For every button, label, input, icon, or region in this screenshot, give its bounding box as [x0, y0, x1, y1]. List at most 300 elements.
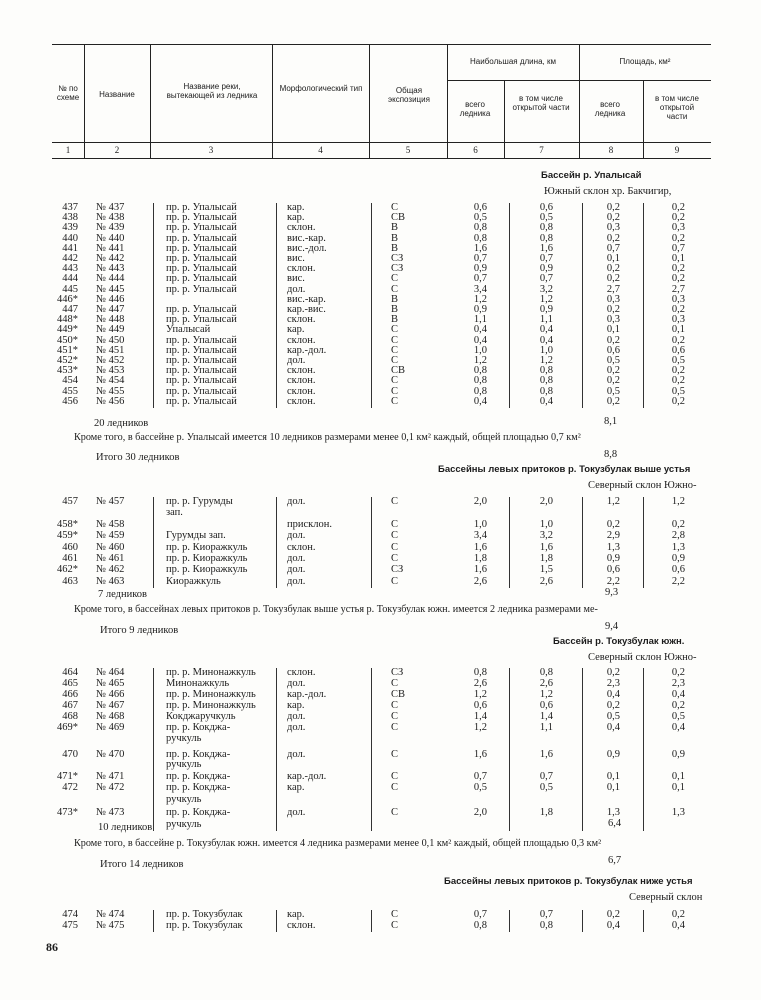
area-open: 0,2: [671, 263, 685, 275]
morph-type: дол.: [287, 553, 306, 564]
area-total: 0,2: [606, 667, 620, 678]
exposition: С: [391, 678, 399, 689]
glacier-name: № 449: [96, 324, 125, 336]
row-number: 467: [62, 700, 78, 711]
area-total: 2,9: [606, 530, 620, 542]
exposition: С: [391, 711, 399, 722]
area-total: 2,3: [606, 678, 620, 689]
river-name: пр. р. Упалысай: [166, 344, 237, 356]
river-name: ручкуль: [166, 794, 202, 805]
glacier-name: № 458: [96, 518, 125, 530]
area-total: 0,3: [606, 293, 620, 305]
exposition: С: [391, 575, 399, 587]
row-number: 459*: [57, 530, 78, 542]
count-area: 8,1: [604, 416, 618, 427]
river-name: пр. р. Упалысай: [166, 355, 237, 366]
column-separator: [582, 668, 583, 831]
exposition: С: [391, 700, 399, 711]
area-open: 0,2: [671, 273, 685, 285]
header-col6: всего ледника: [459, 100, 491, 118]
glacier-name: № 474: [96, 909, 125, 920]
length-total: 0,7: [473, 273, 487, 285]
area-open: 0,7: [671, 242, 685, 254]
morph-type: склон.: [287, 222, 316, 234]
river-name: Кокджаручкуль: [166, 711, 236, 722]
length-total: 1,2: [473, 722, 487, 733]
glacier-name: № 450: [96, 334, 125, 346]
table-row: [0, 750, 761, 760]
morph-type: склон.: [287, 263, 316, 275]
length-total: 0,8: [473, 365, 487, 377]
row-number: 454: [62, 375, 78, 387]
length-open: 0,4: [539, 324, 553, 336]
row-number: 468: [62, 711, 78, 722]
length-total: 0,8: [473, 375, 487, 387]
length-open: 0,7: [539, 273, 553, 285]
glacier-name: № 453: [96, 365, 125, 377]
row-number: 438: [62, 212, 78, 224]
river-name: пр. р. Киоражкуль: [166, 553, 248, 564]
count-label: 20 ледников: [94, 418, 149, 429]
area-open: 0,4: [671, 689, 685, 700]
area-open: 0,2: [671, 700, 685, 711]
row-number: 446*: [57, 293, 78, 305]
river-name: пр. р. Упалысай: [166, 232, 237, 244]
row-number: 452*: [57, 355, 78, 366]
length-open: 0,7: [539, 909, 553, 920]
length-open: 0,8: [539, 667, 553, 678]
area-open: 0,2: [671, 365, 685, 377]
section-title: Бассейн р. Токузбулак южн.: [553, 636, 685, 647]
section-subtitle: Северный склон: [629, 892, 703, 903]
area-total: 0,4: [606, 689, 620, 700]
glacier-name: № 460: [96, 541, 125, 553]
morph-type: склон.: [287, 385, 316, 397]
length-open: 0,4: [539, 395, 553, 407]
length-total: 1,0: [473, 518, 487, 530]
column-separator: [153, 910, 154, 932]
length-total: 2,0: [473, 807, 487, 818]
column-separator: [643, 668, 644, 831]
morph-type: кар.: [287, 212, 305, 224]
morph-type: склон.: [287, 667, 316, 678]
area-open: 2,2: [671, 575, 685, 587]
length-open: 0,8: [539, 365, 553, 377]
morph-type: дол.: [287, 283, 306, 295]
glacier-name: № 438: [96, 212, 125, 224]
glacier-name: № 441: [96, 242, 125, 254]
area-total: 0,9: [606, 553, 620, 564]
area-total: 2,2: [606, 575, 620, 587]
count-area: 9,3: [605, 587, 619, 598]
count-label: 10 ледников: [98, 822, 153, 833]
length-total: 0,8: [473, 232, 487, 244]
table-row: [0, 668, 761, 678]
table-row: [0, 921, 761, 931]
total-area: 6,7: [608, 855, 622, 866]
length-open: 1,0: [539, 518, 553, 530]
table-row: [0, 376, 761, 386]
exposition: С: [391, 530, 399, 542]
area-total: 0,2: [606, 273, 620, 285]
area-open: 0,2: [671, 909, 685, 920]
length-open: 1,1: [539, 722, 553, 733]
morph-type: кар.: [287, 324, 305, 336]
column-separator: [582, 497, 583, 588]
area-open: 0,2: [671, 375, 685, 387]
length-open: 1,6: [539, 242, 553, 254]
exposition: СЗ: [391, 253, 404, 264]
row-number: 464: [62, 667, 78, 678]
area-open: 0,2: [671, 518, 685, 530]
header-area-group: Площадь, км²: [619, 57, 671, 66]
morph-type: кар.: [287, 909, 305, 920]
glacier-name: № 454: [96, 375, 125, 387]
exposition: С: [391, 334, 399, 346]
row-number: 437: [62, 202, 78, 213]
row-number: 444: [62, 273, 78, 285]
row-number: 472: [62, 782, 78, 793]
area-open: 0,2: [671, 667, 685, 678]
area-total: 0,2: [606, 212, 620, 224]
length-total: 0,4: [473, 334, 487, 346]
length-total: 0,8: [473, 222, 487, 234]
glacier-name: № 443: [96, 263, 125, 275]
river-name: ручкуль: [166, 759, 202, 770]
section-subtitle: Северный склон Южно-: [588, 652, 697, 663]
morph-type: вис.-кар.: [287, 293, 326, 305]
total-area: 9,4: [605, 621, 619, 632]
table-row: [0, 274, 761, 284]
area-total: 0,2: [606, 334, 620, 346]
length-open: 0,7: [539, 253, 553, 264]
glacier-name: № 462: [96, 564, 125, 576]
table-row: [0, 508, 761, 518]
area-total: 0,1: [606, 324, 620, 336]
table-row: [0, 554, 761, 564]
morph-type: склон.: [287, 334, 316, 346]
area-open: 2,8: [671, 530, 685, 542]
length-open: 0,8: [539, 920, 553, 931]
row-number: 465: [62, 678, 78, 689]
area-total: 1,2: [606, 496, 620, 507]
length-total: 1,2: [473, 293, 487, 305]
header-col9: в том числе открытой части: [655, 94, 699, 121]
length-total: 1,6: [473, 749, 487, 760]
river-name: пр. р. Упалысай: [166, 273, 237, 285]
exposition: В: [391, 242, 399, 254]
morph-type: вис.-кар.: [287, 232, 326, 244]
length-total: 3,4: [473, 283, 487, 295]
glacier-name: № 440: [96, 232, 125, 244]
col-num-9: 9: [674, 145, 680, 155]
table-row: [0, 795, 761, 805]
length-open: 1,6: [539, 749, 553, 760]
glacier-name: № 448: [96, 314, 125, 326]
river-name: ручкуль: [166, 819, 202, 830]
col-num-5: 5: [405, 145, 411, 155]
row-number: 466: [62, 689, 78, 700]
glacier-name: № 456: [96, 395, 125, 407]
glacier-name: № 465: [96, 678, 125, 689]
row-number: 451*: [57, 344, 78, 356]
morph-type: дол.: [287, 530, 306, 542]
area-total: 0,1: [606, 771, 620, 782]
row-number: 456: [62, 395, 78, 407]
river-name: пр. р. Упалысай: [166, 385, 237, 397]
length-total: 1,2: [473, 689, 487, 700]
length-total: 0,5: [473, 212, 487, 224]
column-separator: [509, 497, 510, 588]
area-total: 0,2: [606, 375, 620, 387]
glacier-name: № 471: [96, 771, 125, 782]
length-total: 3,4: [473, 530, 487, 542]
exposition: В: [391, 314, 399, 326]
row-number: 447: [62, 304, 78, 315]
glacier-name: № 470: [96, 749, 125, 760]
morph-type: кар.-дол.: [287, 689, 327, 700]
length-total: 0,8: [473, 920, 487, 931]
exposition: С: [391, 807, 399, 818]
exposition: С: [391, 518, 399, 530]
exposition: С: [391, 395, 399, 407]
glacier-name: № 455: [96, 385, 125, 397]
river-name: пр. р. Кокджа-: [166, 722, 231, 733]
total-label: Итого 9 ледников: [100, 625, 179, 636]
row-number: 470: [62, 749, 78, 760]
table-row: [0, 808, 761, 818]
exposition: С: [391, 283, 399, 295]
length-open: 1,8: [539, 807, 553, 818]
section-title: Бассейн р. Упалысай: [541, 170, 642, 181]
table-row: [0, 910, 761, 920]
table-row: [0, 497, 761, 507]
river-name: пр. р. Киоражкуль: [166, 541, 248, 553]
length-total: 0,8: [473, 667, 487, 678]
area-total: 0,5: [606, 355, 620, 366]
length-total: 0,7: [473, 771, 487, 782]
area-total: 0,2: [606, 365, 620, 377]
area-open: 1,3: [671, 807, 685, 818]
exposition: С: [391, 541, 399, 553]
glacier-name: № 475: [96, 920, 125, 931]
length-total: 2,6: [473, 678, 487, 689]
length-total: 0,8: [473, 385, 487, 397]
length-total: 2,6: [473, 575, 487, 587]
area-total: 0,7: [606, 242, 620, 254]
column-separator: [371, 668, 372, 831]
length-open: 0,9: [539, 263, 553, 275]
length-total: 0,7: [473, 253, 487, 264]
glacier-name: № 472: [96, 782, 125, 793]
glacier-name: № 457: [96, 496, 125, 507]
table-row: [0, 734, 761, 744]
length-open: 0,6: [539, 202, 553, 213]
exposition: С: [391, 749, 399, 760]
section-title: Бассейны левых притоков р. Токузбулак ниже устья: [444, 876, 693, 887]
area-total: 0,9: [606, 749, 620, 760]
row-number: 475: [62, 920, 78, 931]
morph-type: присклон.: [287, 518, 332, 530]
section-note: Кроме того, в бассейне р. Токузбулак южн. имеется 4 ледника размерами менее 0,1 км² каждый, общей площадью 0,3 км²: [74, 838, 602, 849]
length-total: 0,9: [473, 304, 487, 315]
area-total: 0,5: [606, 711, 620, 722]
column-separator: [643, 910, 644, 932]
length-total: 0,4: [473, 395, 487, 407]
column-separator: [582, 910, 583, 932]
table-row: [0, 325, 761, 335]
area-total: 0,1: [606, 253, 620, 264]
table-row: [0, 783, 761, 793]
exposition: С: [391, 355, 399, 366]
row-number: 439: [62, 222, 78, 234]
exposition: В: [391, 304, 399, 315]
row-number: 462*: [57, 564, 78, 576]
river-name: пр. р. Упалысай: [166, 334, 237, 346]
table-row: [0, 520, 761, 530]
row-number: 441: [62, 242, 78, 254]
column-separator: [509, 203, 510, 408]
length-open: 1,4: [539, 711, 553, 722]
morph-type: кар.-вис.: [287, 304, 326, 315]
exposition: С: [391, 771, 399, 782]
area-open: 0,3: [671, 314, 685, 326]
glacier-name: № 437: [96, 202, 125, 213]
column-separator: [509, 910, 510, 932]
exposition: С: [391, 496, 399, 507]
table-row: [0, 577, 761, 587]
col-num-8: 8: [608, 145, 614, 155]
exposition: СВ: [391, 365, 406, 377]
exposition: С: [391, 375, 399, 387]
morph-type: дол.: [287, 678, 306, 689]
area-total: 0,2: [606, 202, 620, 213]
exposition: С: [391, 324, 399, 336]
exposition: СВ: [391, 689, 406, 700]
row-number: 471*: [57, 771, 78, 782]
river-name: Киоражкуль: [166, 575, 221, 587]
area-total: 0,4: [606, 920, 620, 931]
area-open: 0,2: [671, 202, 685, 213]
column-separator: [276, 497, 277, 588]
glacier-name: № 467: [96, 700, 125, 711]
exposition: СВ: [391, 212, 406, 224]
header-col4: Морфологический тип: [279, 84, 363, 93]
area-open: 0,5: [671, 355, 685, 366]
row-number: 453*: [57, 365, 78, 377]
glacier-name: № 444: [96, 273, 125, 285]
area-total: 0,2: [606, 232, 620, 244]
col-num-2: 2: [114, 145, 120, 155]
row-number: 449*: [57, 324, 78, 336]
length-total: 1,2: [473, 355, 487, 366]
length-open: 1,5: [539, 564, 553, 576]
glacier-name: № 459: [96, 530, 125, 542]
exposition: С: [391, 920, 399, 931]
area-total: 0,5: [606, 385, 620, 397]
morph-type: кар.-дол.: [287, 344, 327, 356]
glacier-name: № 469: [96, 722, 125, 733]
river-name: пр. р. Минонажкуль: [166, 667, 256, 678]
page-number: 86: [46, 940, 58, 954]
row-number: 440: [62, 232, 78, 244]
morph-type: кар.: [287, 782, 305, 793]
column-separator: [643, 497, 644, 588]
section-note: Кроме того, в бассейне р. Упалысай имеется 10 ледников размерами менее 0,1 км² каждый, общей площадью 0,7 км²: [74, 432, 581, 443]
col-num-6: 6: [473, 145, 478, 155]
table-row: [0, 531, 761, 541]
river-name: пр. р. Упалысай: [166, 242, 237, 254]
morph-type: вис.: [287, 253, 305, 264]
river-name: пр. р. Упалысай: [166, 253, 237, 264]
column-separator: [153, 497, 154, 588]
morph-type: дол.: [287, 496, 306, 507]
morph-type: вис.-дол.: [287, 242, 327, 254]
length-open: 0,6: [539, 700, 553, 711]
section-subtitle: Южный склон хр. Бакчигир,: [544, 186, 672, 197]
area-open: 0,2: [671, 395, 685, 407]
length-total: 0,7: [473, 909, 487, 920]
area-open: 0,2: [671, 334, 685, 346]
row-number: 460: [62, 541, 78, 553]
area-total: 0,3: [606, 222, 620, 234]
river-name: Гурумды зап.: [166, 530, 226, 542]
col-num-1: 1: [65, 145, 71, 155]
column-separator: [643, 203, 644, 408]
morph-type: дол.: [287, 807, 306, 818]
area-open: 0,2: [671, 232, 685, 244]
row-number: 474: [62, 909, 78, 920]
area-open: 0,9: [671, 553, 685, 564]
river-name: пр. р. Упалысай: [166, 212, 237, 224]
length-open: 0,8: [539, 385, 553, 397]
river-name: пр. р. Упалысай: [166, 314, 237, 326]
glacier-name: № 447: [96, 304, 125, 315]
column-separator: [509, 668, 510, 831]
area-open: 0,6: [671, 564, 685, 576]
river-name: Упалысай: [166, 324, 211, 336]
row-number: 463: [62, 575, 78, 587]
header-col8: всего ледника: [594, 100, 626, 118]
length-open: 1,1: [539, 314, 553, 326]
area-total: 2,7: [606, 283, 620, 295]
header-len-group: Наибольшая длина, км: [470, 57, 556, 66]
length-total: 1,4: [473, 711, 487, 722]
row-number: 448*: [57, 314, 78, 326]
area-total: 0,4: [606, 722, 620, 733]
river-name: пр. р. Упалысай: [166, 365, 237, 377]
length-open: 1,8: [539, 553, 553, 564]
row-number: 455: [62, 385, 78, 397]
area-total: 0,2: [606, 518, 620, 530]
area-open: 0,4: [671, 920, 685, 931]
length-total: 1,0: [473, 344, 487, 356]
table-row: [0, 543, 761, 553]
col-num-7: 7: [539, 145, 544, 155]
area-total: 0,2: [606, 395, 620, 407]
river-name: пр. р. Упалысай: [166, 263, 237, 275]
area-total: 0,2: [606, 700, 620, 711]
area-open: 0,4: [671, 722, 685, 733]
row-number: 473*: [57, 807, 78, 818]
length-open: 0,8: [539, 375, 553, 387]
table-row: [0, 760, 761, 770]
area-total: 0,2: [606, 304, 620, 315]
river-name: пр. р. Упалысай: [166, 375, 237, 387]
exposition: С: [391, 202, 399, 213]
length-open: 1,6: [539, 541, 553, 553]
glacier-name: № 466: [96, 689, 125, 700]
